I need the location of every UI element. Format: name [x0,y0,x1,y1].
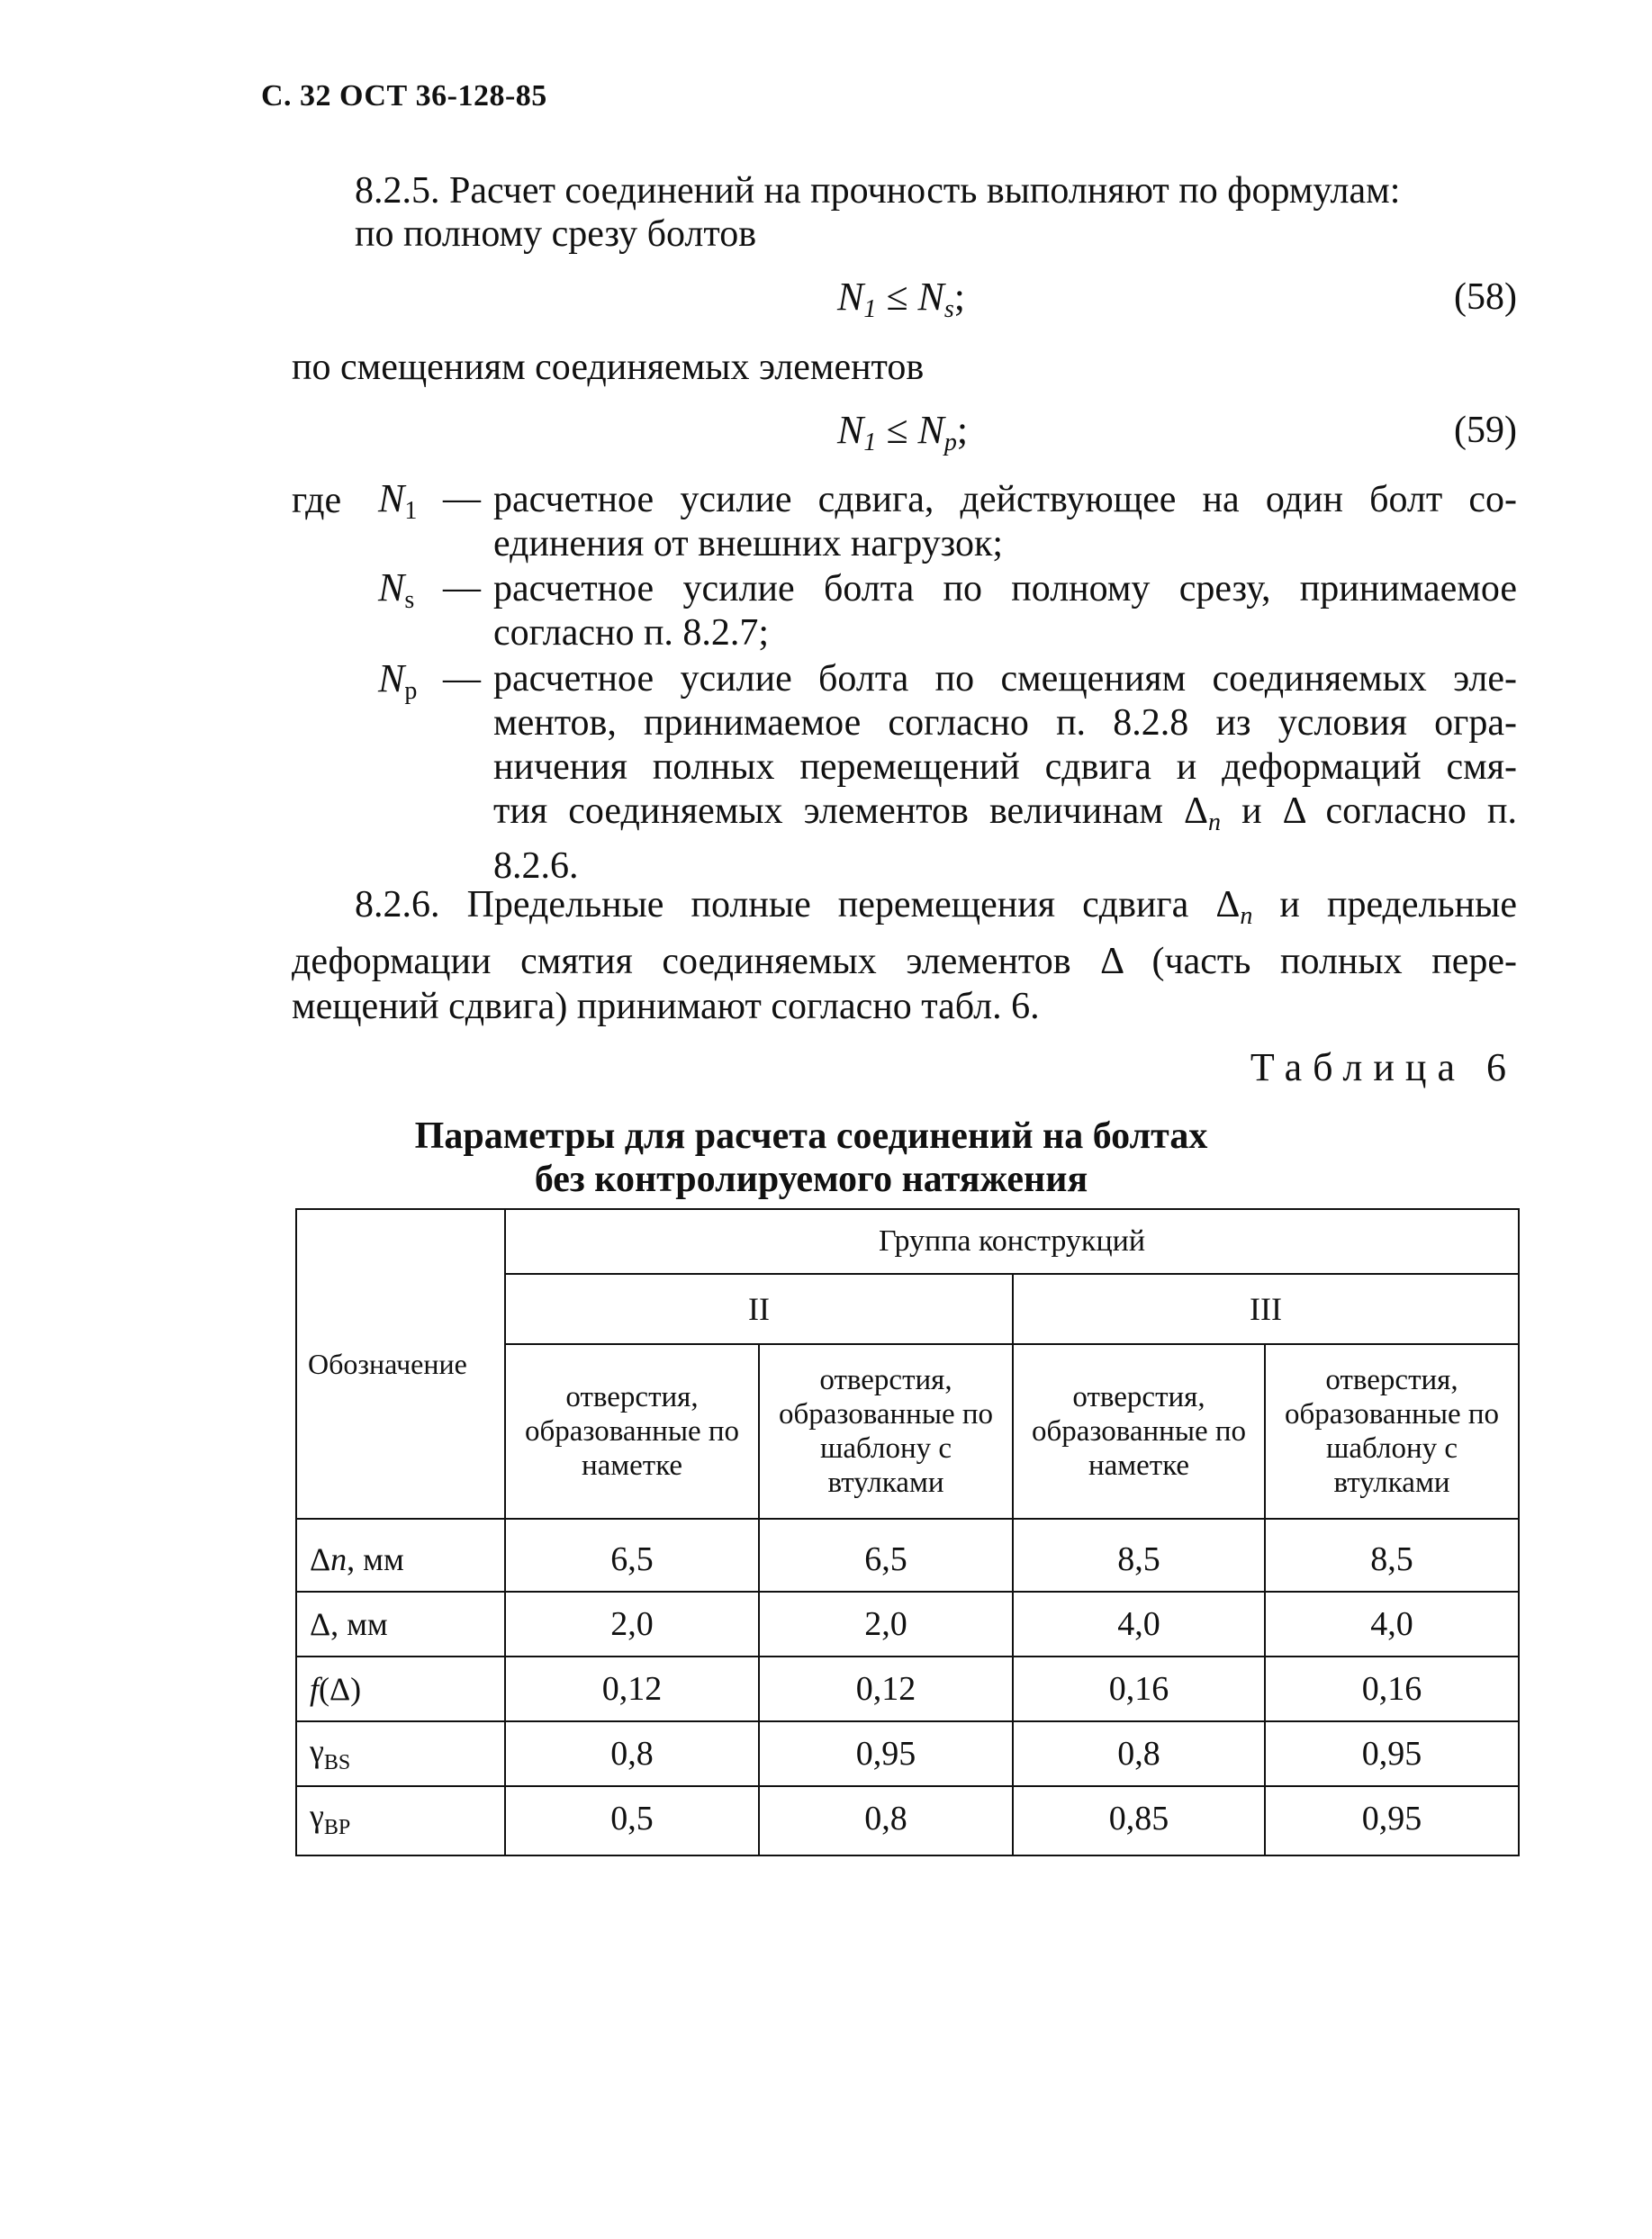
table-cell: 0,12 [505,1657,759,1721]
subheader-ii-template: отверстия, образованные по шаблону с втулками [759,1344,1013,1519]
table-cell: 0,95 [759,1721,1013,1786]
subheader-iii-marking: отверстия, образованные по наметке [1013,1344,1265,1519]
group-iii-header: III [1013,1274,1519,1344]
table-cell: 0,85 [1013,1786,1265,1855]
definition-ns: расчетное усилие болта по полному срезу, принимаемое согласно п. 8.2.7; [493,568,1517,654]
table-cell: 0,95 [1265,1721,1519,1786]
table-cell: 0,8 [759,1786,1013,1855]
equation-number-59: (59) [1454,410,1517,451]
table-title-line2: без контролируемого натяжения [534,1159,1088,1200]
formula-59: $N_1 \le N_p$; [837,408,969,456]
table-row [296,1592,1519,1657]
table-label: Таблица 6 [1250,1045,1517,1089]
table-cell: 0,12 [759,1657,1013,1721]
row-label-delta-n: Δn, мм [296,1519,505,1592]
table-cell: 0,5 [505,1786,759,1855]
symbol-ns: $N_s$ [378,565,415,614]
table-row [296,1721,1519,1786]
table-cell: 6,5 [505,1519,759,1592]
table-cell: 4,0 [1013,1592,1265,1657]
symbol-n1: $N_1$ [378,476,418,525]
table-row [296,1519,1519,1592]
row-label-gamma-bs: $\gamma_{BS}$ [296,1721,505,1786]
table-cell: 6,5 [759,1519,1013,1592]
table-cell: 2,0 [759,1592,1013,1657]
dash-np: — [443,658,481,700]
table-cell: 0,8 [505,1721,759,1786]
dash-ns: — [443,567,481,609]
designation-header: Обозначение [296,1209,505,1519]
subheader-iii-template: отверстия, образованные по шаблону с втулками [1265,1344,1519,1519]
table-cell: 0,8 [1013,1721,1265,1786]
subheader-ii-marking: отверстия, образованные по наметке [505,1344,759,1519]
symbol-np: $N_p$ [378,656,418,705]
equation-number-58: (58) [1454,276,1517,318]
row-label-gamma-bp: $\gamma_{BP}$ [296,1786,505,1855]
dash-n1: — [443,478,481,519]
table-row [296,1657,1519,1721]
paragraph-8-2-6: 8.2.6. Предельные полные перемещения сдвига $\Delta_n$ и предельные деформации смятия соединяемых элементов Δ (часть полных пере- мещений сдвига) принимают согласно табл. 6. [292,884,1517,1027]
group-header: Группа конструкций [505,1209,1519,1274]
table-cell: 0,95 [1265,1786,1519,1855]
table-cell: 4,0 [1265,1592,1519,1657]
formula-58: $N_1 \le N_s$; [837,275,966,323]
definition-n1: расчетное усилие сдвига, действующее на один болт со- единения от внешних нагрузок; [493,479,1517,564]
paragraph-8-2-5-line2: по полному срезу болтов [355,213,757,255]
table-title-line1: Параметры для расчета соединений на болтах [414,1115,1208,1157]
table-cell: 8,5 [1265,1519,1519,1592]
table-row [296,1786,1519,1855]
row-label-f-delta: f(Δ) [296,1657,505,1721]
table-cell: 8,5 [1013,1519,1265,1592]
definition-np: расчетное усилие болта по смещениям соединяемых эле- ментов, принимаемое согласно п. 8.2.8 из условия огра- ничения полных перемещений сдвига и деформаций смя- тия соединяемых элементов величинам $\Delta_n$ и Δ согласно п. 8.2.6. [493,658,1517,887]
table-title [293,1115,1329,1201]
table-cell: 0,16 [1265,1657,1519,1721]
where-label: где [292,480,342,521]
table-cell: 0,16 [1013,1657,1265,1721]
paragraph-8-2-5-line1: 8.2.5. Расчет соединений на прочность выполняют по формулам: [355,170,1401,212]
parameters-table [295,1208,1520,1856]
text-displacement-intro: по смещениям соединяемых элементов [292,347,925,388]
row-label-delta: Δ, мм [296,1592,505,1657]
group-ii-header: II [505,1274,1013,1344]
table-cell: 2,0 [505,1592,759,1657]
page-header: С. 32 ОСТ 36-128-85 [261,79,547,113]
